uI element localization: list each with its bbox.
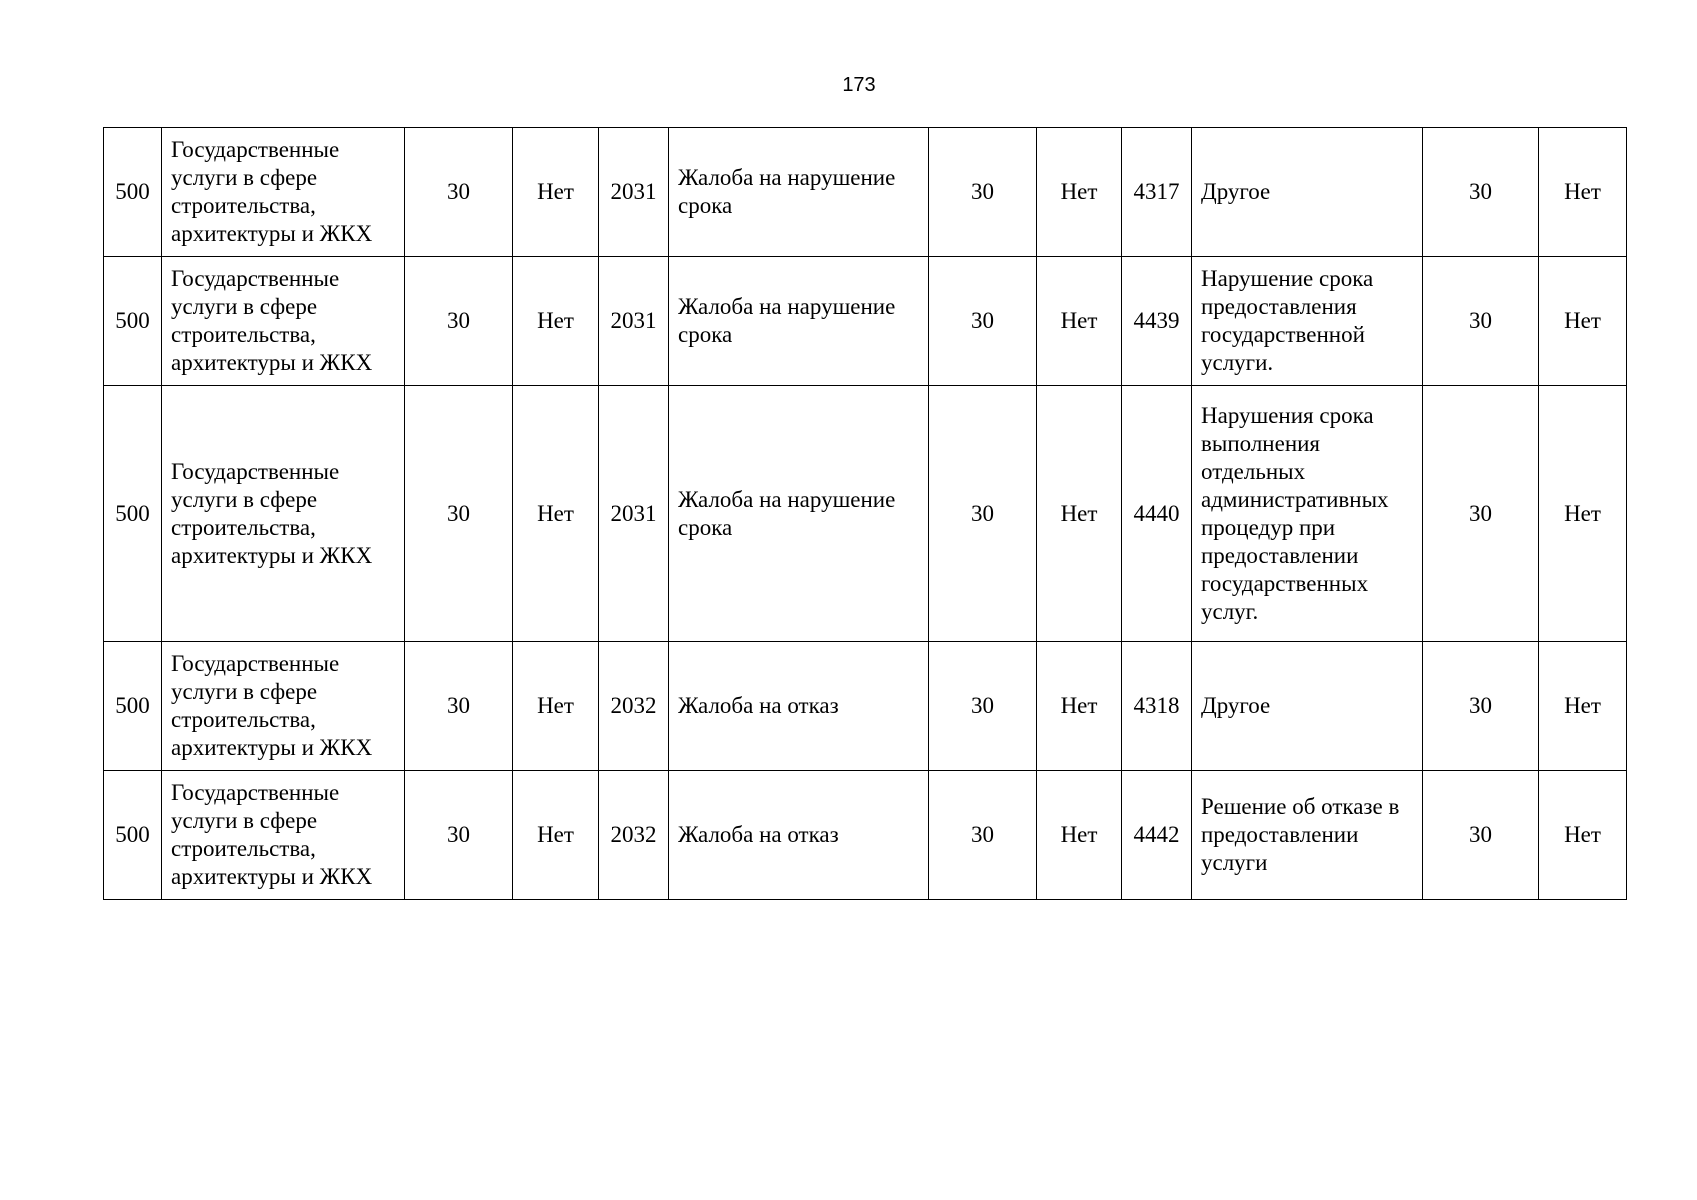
complaint-days-cell: 30 xyxy=(929,257,1037,386)
service-name-cell: Государственные услуги в сфере строительства, архитектуры и ЖКХ xyxy=(162,257,405,386)
complaint-flag-cell: Нет xyxy=(1037,642,1122,771)
service-days-cell: 30 xyxy=(405,386,513,642)
complaint-flag-cell: Нет xyxy=(1037,386,1122,642)
complaint-type-cell: Жалоба на отказ xyxy=(669,771,929,900)
table-row xyxy=(104,642,1627,771)
complaint-days-cell: 30 xyxy=(929,386,1037,642)
complaint-code-cell: 2032 xyxy=(599,771,669,900)
service-flag-cell: Нет xyxy=(513,386,599,642)
reason-cell: Другое xyxy=(1192,128,1423,257)
complaint-code-cell: 2031 xyxy=(599,257,669,386)
complaint-days-cell: 30 xyxy=(929,128,1037,257)
reason-flag-cell: Нет xyxy=(1539,771,1627,900)
service-name-cell: Государственные услуги в сфере строительства, архитектуры и ЖКХ xyxy=(162,771,405,900)
service-days-cell: 30 xyxy=(405,257,513,386)
complaint-flag-cell: Нет xyxy=(1037,771,1122,900)
complaint-flag-cell: Нет xyxy=(1037,128,1122,257)
reason-days-cell: 30 xyxy=(1423,642,1539,771)
reason-code-cell: 4317 xyxy=(1122,128,1192,257)
reason-code-cell: 4442 xyxy=(1122,771,1192,900)
reason-code-cell: 4439 xyxy=(1122,257,1192,386)
category-code-cell: 500 xyxy=(104,128,162,257)
service-name-cell: Государственные услуги в сфере строительства, архитектуры и ЖКХ xyxy=(162,386,405,642)
category-code-cell: 500 xyxy=(104,642,162,771)
service-name-cell: Государственные услуги в сфере строительства, архитектуры и ЖКХ xyxy=(162,128,405,257)
service-flag-cell: Нет xyxy=(513,642,599,771)
service-flag-cell: Нет xyxy=(513,771,599,900)
reason-flag-cell: Нет xyxy=(1539,386,1627,642)
service-flag-cell: Нет xyxy=(513,128,599,257)
services-table xyxy=(103,127,1627,900)
table-row xyxy=(104,386,1627,642)
complaint-type-cell: Жалоба на нарушение срока xyxy=(669,386,929,642)
page-number: 173 xyxy=(842,74,876,96)
reason-days-cell: 30 xyxy=(1423,257,1539,386)
reason-flag-cell: Нет xyxy=(1539,128,1627,257)
category-code-cell: 500 xyxy=(104,386,162,642)
service-days-cell: 30 xyxy=(405,642,513,771)
reason-code-cell: 4318 xyxy=(1122,642,1192,771)
category-code-cell: 500 xyxy=(104,257,162,386)
complaint-days-cell: 30 xyxy=(929,771,1037,900)
service-days-cell: 30 xyxy=(405,771,513,900)
reason-cell: Другое xyxy=(1192,642,1423,771)
service-name-cell: Государственные услуги в сфере строительства, архитектуры и ЖКХ xyxy=(162,642,405,771)
reason-days-cell: 30 xyxy=(1423,386,1539,642)
category-code-cell: 500 xyxy=(104,771,162,900)
complaint-type-cell: Жалоба на нарушение срока xyxy=(669,128,929,257)
table-row xyxy=(104,771,1627,900)
complaint-code-cell: 2032 xyxy=(599,642,669,771)
table-row xyxy=(104,128,1627,257)
reason-days-cell: 30 xyxy=(1423,771,1539,900)
reason-code-cell: 4440 xyxy=(1122,386,1192,642)
complaint-type-cell: Жалоба на нарушение срока xyxy=(669,257,929,386)
service-flag-cell: Нет xyxy=(513,257,599,386)
reason-days-cell: 30 xyxy=(1423,128,1539,257)
reason-flag-cell: Нет xyxy=(1539,257,1627,386)
complaint-code-cell: 2031 xyxy=(599,128,669,257)
complaint-flag-cell: Нет xyxy=(1037,257,1122,386)
reason-cell: Решение об отказе в предоставлении услуги xyxy=(1192,771,1423,900)
complaint-code-cell: 2031 xyxy=(599,386,669,642)
complaint-days-cell: 30 xyxy=(929,642,1037,771)
table-row xyxy=(104,257,1627,386)
reason-cell: Нарушение срока предоставления государственной услуги. xyxy=(1192,257,1423,386)
reason-cell: Нарушения срока выполнения отдельных административных процедур при предоставлении государственных услуг. xyxy=(1192,386,1423,642)
service-days-cell: 30 xyxy=(405,128,513,257)
reason-flag-cell: Нет xyxy=(1539,642,1627,771)
complaint-type-cell: Жалоба на отказ xyxy=(669,642,929,771)
